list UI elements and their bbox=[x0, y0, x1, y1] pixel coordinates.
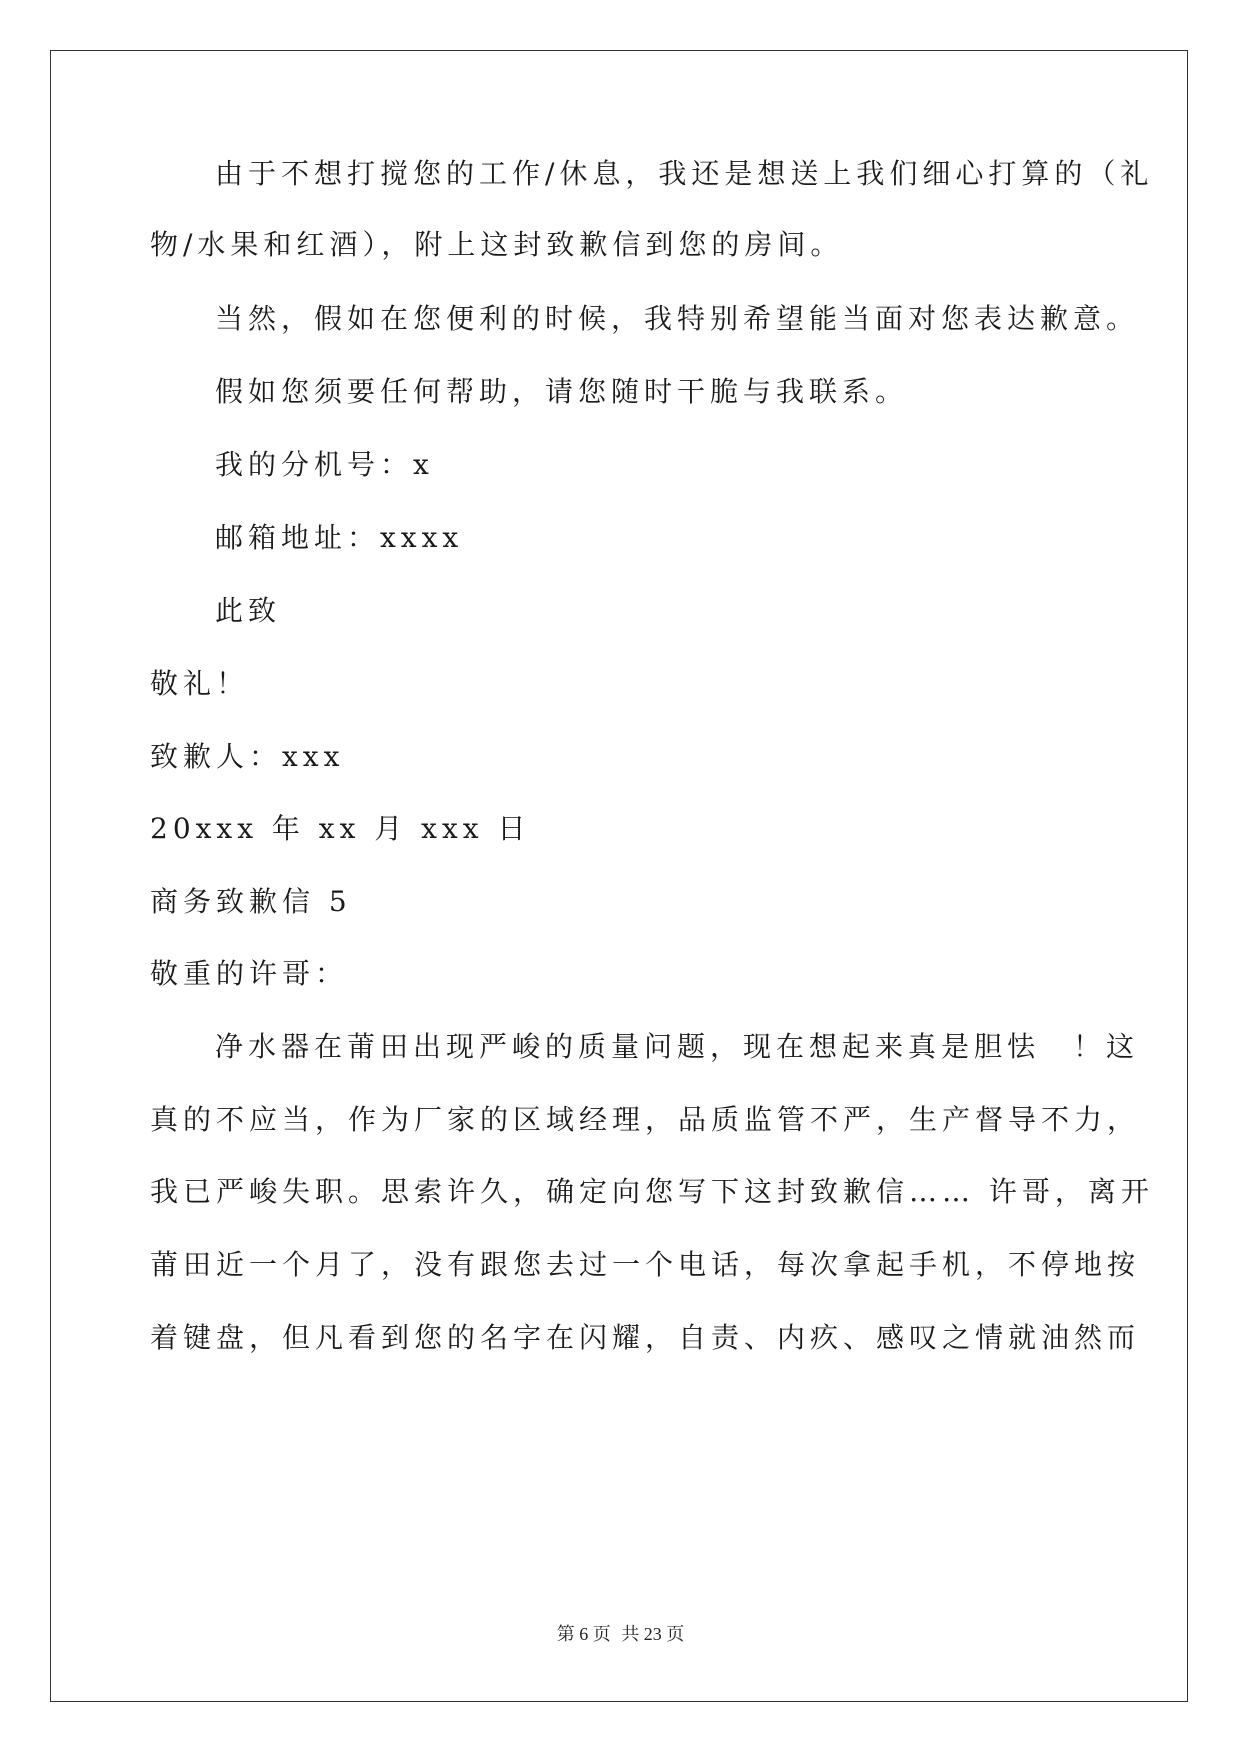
signature-name: 致歉人：xxx bbox=[150, 740, 345, 773]
page-border bbox=[50, 50, 1188, 1702]
email-address: 邮箱地址：xxxx bbox=[215, 521, 464, 554]
paragraph-line-2: 物/水果和红酒），附上这封致歉信到您的房间。 bbox=[150, 228, 844, 261]
body-line-1: 净水器在莆田出现严峻的质量问题，现在想起来真是胆怯 ！这 bbox=[215, 1030, 1140, 1063]
paragraph-line-3: 当然，假如在您便利的时候，我特别希望能当面对您表达歉意。 bbox=[215, 302, 1140, 335]
closing-respect: 敬礼！ bbox=[150, 667, 250, 700]
body-line-4: 莆田近一个月了，没有跟您去过一个电话，每次拿起手机，不停地按 bbox=[150, 1248, 1141, 1281]
body-line-2: 真的不应当，作为厂家的区域经理，品质监管不严，生产督导不力， bbox=[150, 1103, 1141, 1136]
section-heading: 商务致歉信 5 bbox=[150, 885, 352, 918]
paragraph-line-1: 由于不想打搅您的工作/休息，我还是想送上我们细心打算的（礼 bbox=[215, 157, 1154, 190]
signature-date: 20xxx 年 xx 月 xxx 日 bbox=[150, 812, 531, 845]
paragraph-line-4: 假如您须要任何帮助，请您随时干脆与我联系。 bbox=[215, 375, 909, 408]
extension-number: 我的分机号：x bbox=[215, 448, 434, 481]
page-footer bbox=[0, 1620, 1241, 1646]
body-line-3: 我已严峻失职。思索许久，确定向您写下这封致歉信…… 许哥，离开 bbox=[150, 1175, 1154, 1208]
closing-salutation: 此致 bbox=[215, 594, 282, 627]
body-line-5: 着键盘，但凡看到您的名字在闪耀，自责、内疚、感叹之情就油然而 bbox=[150, 1321, 1141, 1354]
letter-greeting: 敬重的许哥： bbox=[150, 957, 349, 990]
total-page-count: 共 23 页 bbox=[621, 1624, 685, 1644]
current-page-number: 第 6 页 bbox=[556, 1624, 611, 1644]
